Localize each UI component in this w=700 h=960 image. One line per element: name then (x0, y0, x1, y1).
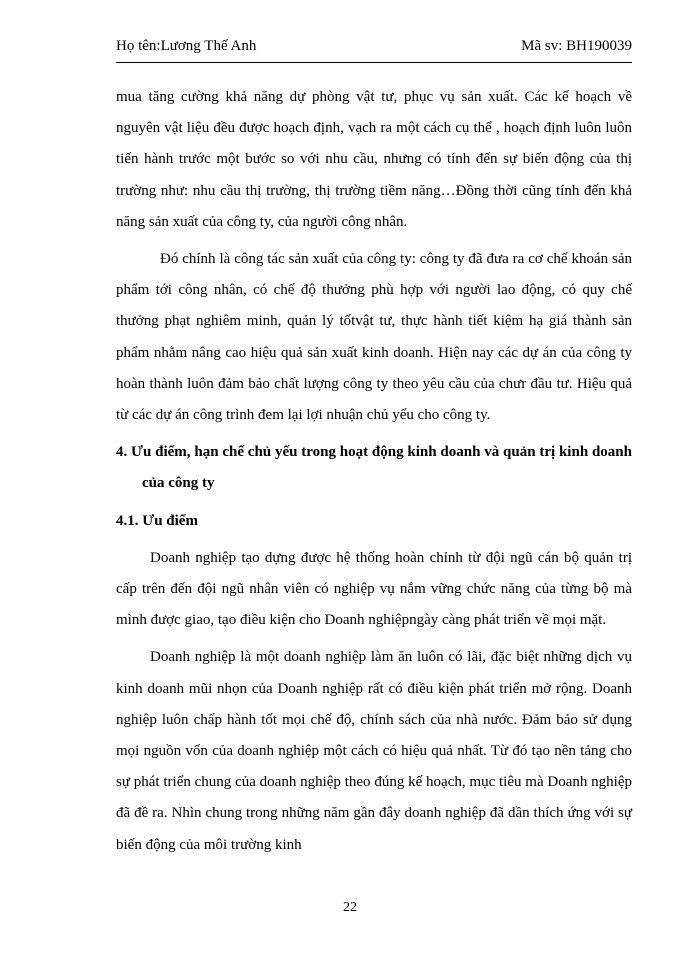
student-name: Họ tên:Lương Thế Anh (116, 38, 257, 54)
paragraph-profitability: Doanh nghiệp là một doanh nghiệp làm ăn luôn có lãi, đặc biệt những dịch vụ kinh doanh mũi nhọn của Doanh nghiệp rất có điều kiện phát triển mở rộng. Doanh nghiệp luôn chấp hành tốt mọi chế độ, chính sách của nhà nước. Đảm bảo sử dụng mọi nguồn vốn của doanh nghiệp một cách có hiệu quả nhất. Từ đó tạo nền tảng cho sự phát triển chung của doanh nghiệp theo đúng kế hoạch, mục tiêu mà Doanh nghiệp đã đề ra. Nhìn chung trong những năm gần đây doanh nghiệp đã dần thích ứng với sự biến động của môi trường kinh (116, 649, 632, 853)
subsection-heading-4-1: 4.1. Ưu điểm (116, 512, 198, 529)
document-body (116, 82, 632, 861)
student-id: Mã sv: BH190039 (521, 38, 632, 54)
page-header (116, 38, 632, 62)
paragraph-materials-planning: mua tăng cường khả năng dự phòng vật tư, phục vụ sản xuất. Các kế hoạch về nguyên vật liệu đều được hoạch định, vạch ra một cách cụ thể , hoạch định luôn luôn tiến hành trước một bước so với nhu cầu, nhưng có tính đến sự biến động của thị trường như: nhu cầu thị trường, thị trường tiềm năng…Đồng thời cũng tính đến khả năng sản xuất của công ty, của người công nhân. (116, 89, 632, 230)
paragraph-management-team: Doanh nghiệp tạo dựng được hệ thống hoàn chỉnh từ đội ngũ cán bộ quản trị cấp trên đến đội ngũ nhân viên có nghiệp vụ nắm vững chức năng của từng bộ mà mình được giao, tạo điều kiện cho Doanh nghiệpngày càng phát triển về mọi mặt. (116, 549, 632, 629)
page-number: 22 (343, 900, 357, 915)
paragraph-production-work: Đó chính là công tác sản xuất của công ty: công ty đã đưa ra cơ chế khoán sản phẩm tới công nhân, có chế độ thưởng phù hợp với người lao động, có quy chế thưởng phạt nghiêm minh, quản lý tốtvật tư, thực hành tiết kiệm hạ giá thành sản phẩm nhằm nâng cao hiệu quả sản xuất kinh doanh. Hiện nay các dự án của công ty hoàn thành luôn đảm bảo chất lượng công ty theo yêu cầu của chưr đầu tư. Hiệu quả từ các dự án công trình đem lại lợi nhuận chủ yếu cho công ty. (116, 251, 632, 424)
section-heading-4: 4. Ưu điểm, hạn chế chủ yếu trong hoạt động kinh doanh và quản trị kinh doanh của công ty (116, 444, 632, 492)
header-rule (116, 62, 632, 63)
